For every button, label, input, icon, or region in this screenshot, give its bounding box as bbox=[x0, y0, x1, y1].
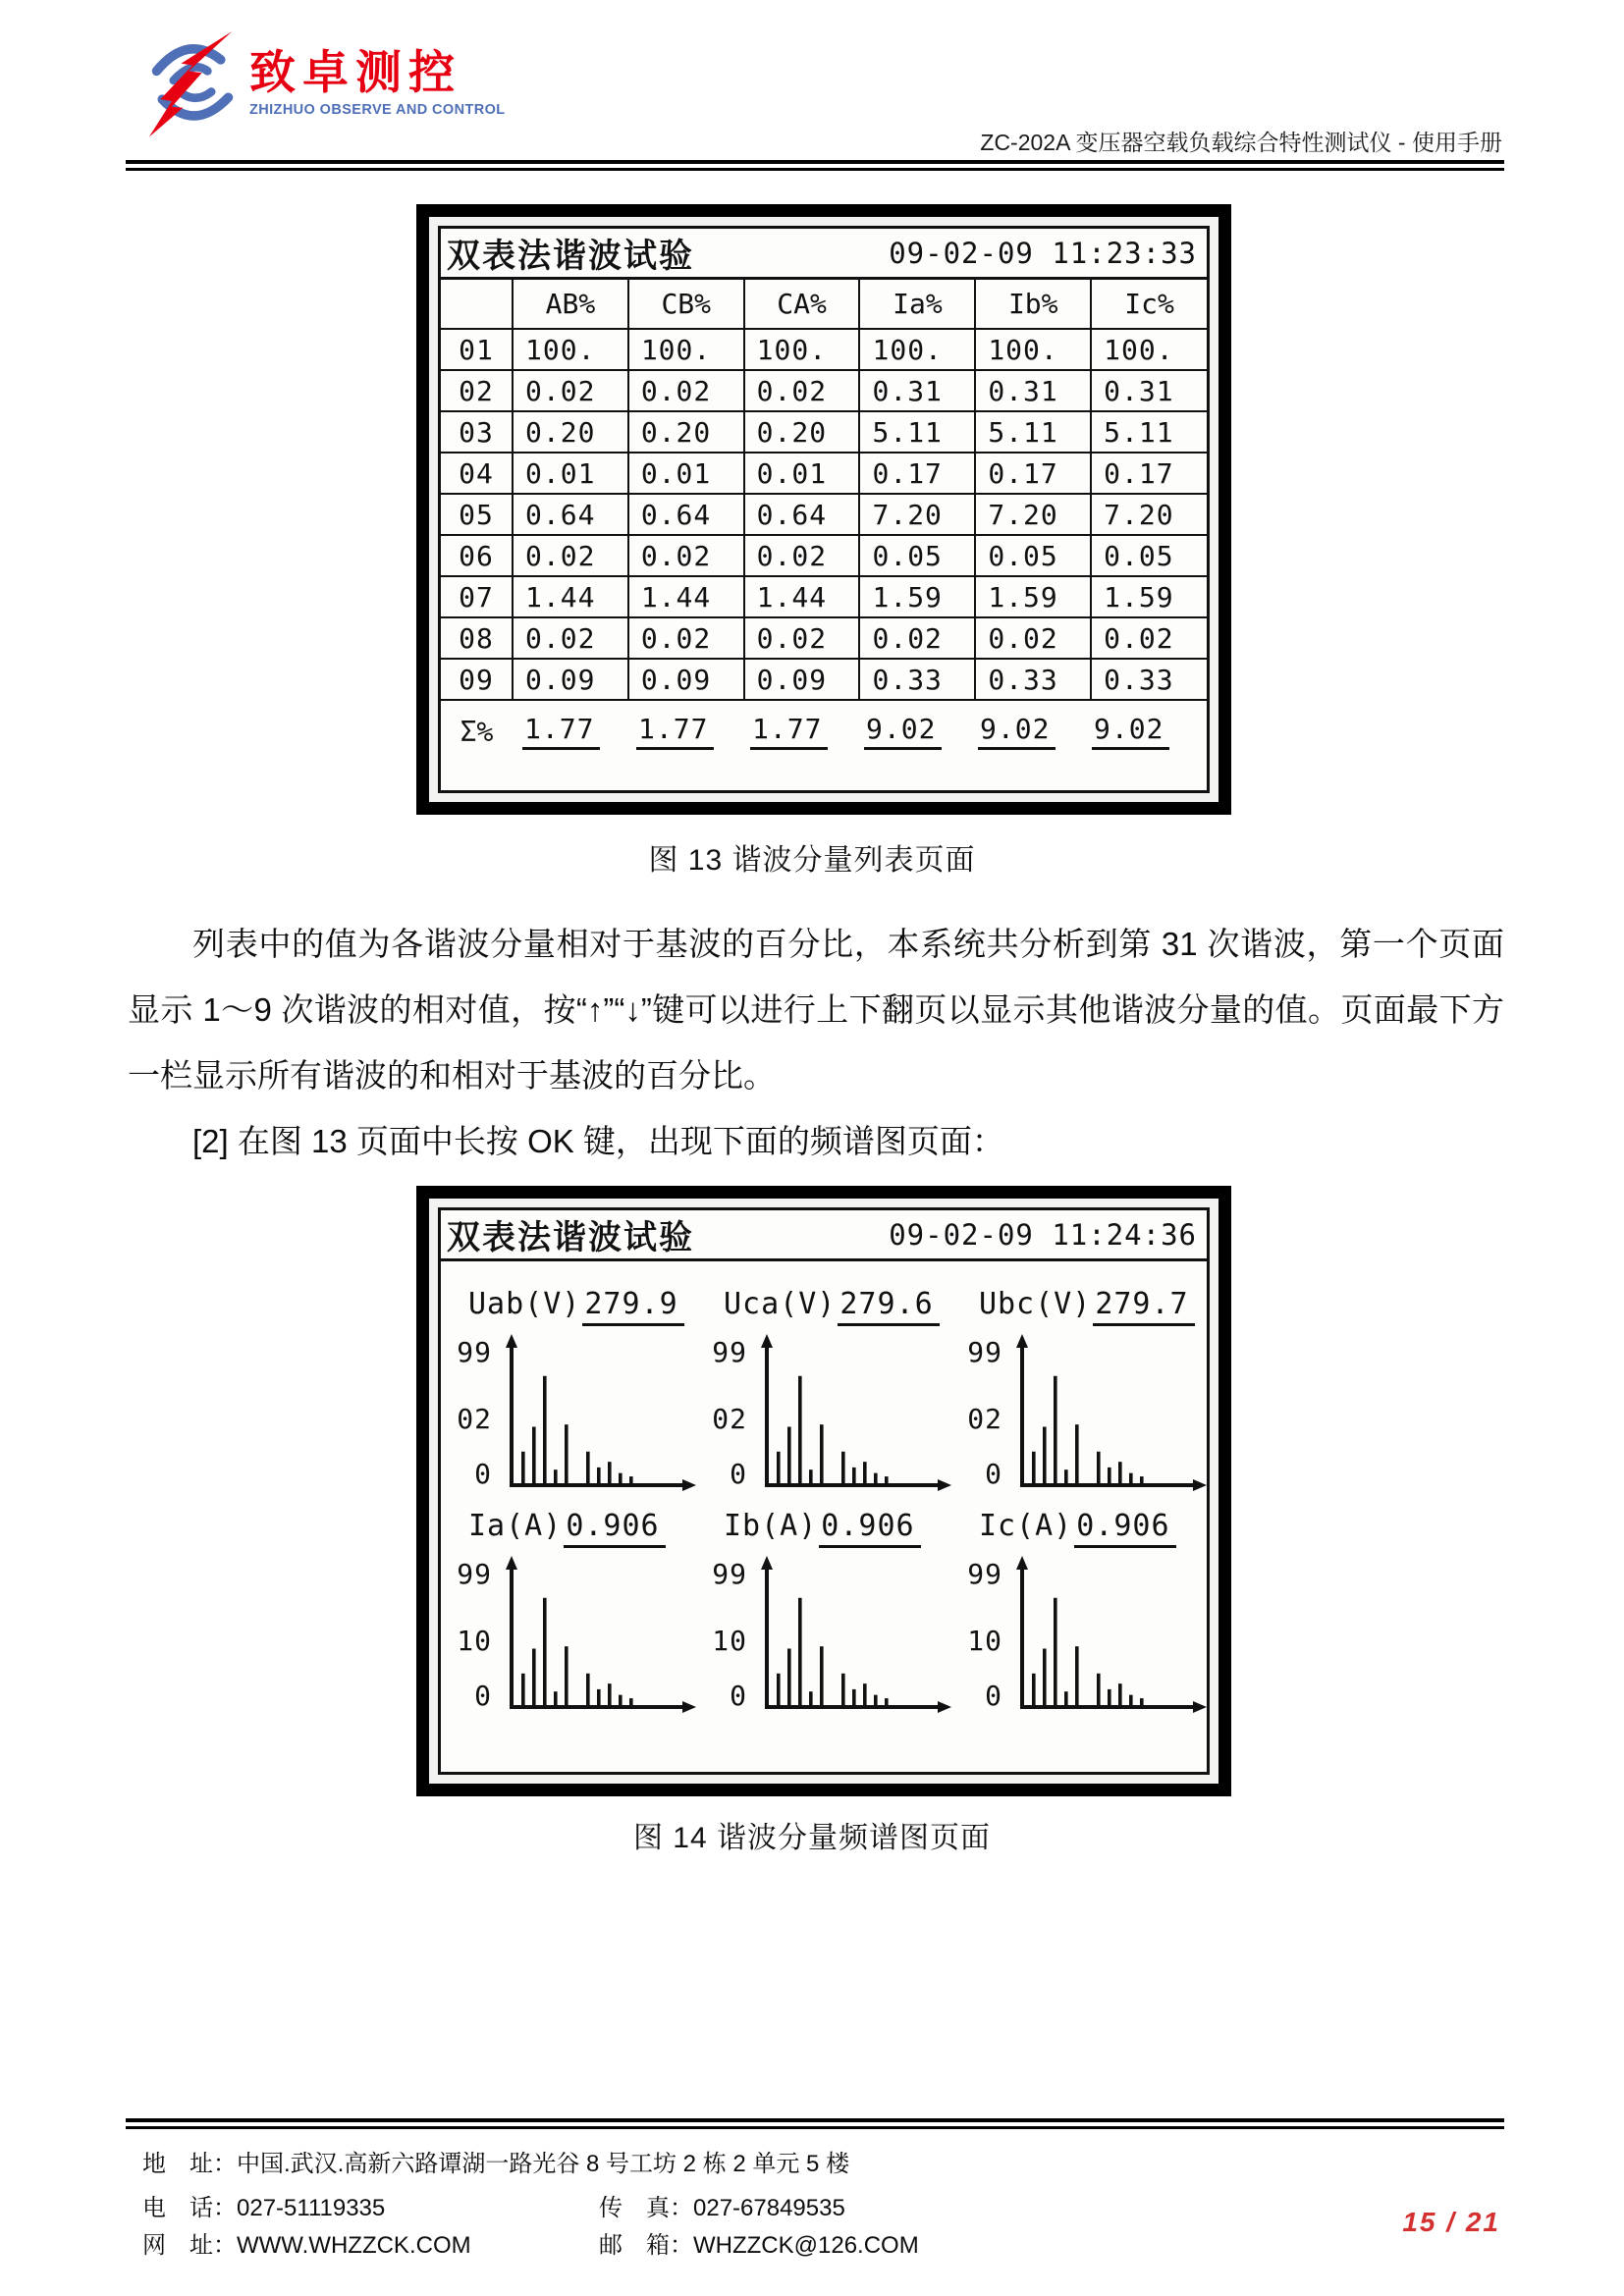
logo-text: 致卓测控 bbox=[249, 46, 461, 98]
harmonic-value: 0.64 bbox=[744, 494, 860, 535]
readout-label: Uab(V) bbox=[468, 1287, 581, 1321]
fig13-screen-title: 双表法谐波试验 bbox=[447, 238, 694, 275]
ib-spectrum-chart bbox=[696, 1556, 951, 1721]
axis-tick-label: 02 bbox=[712, 1403, 747, 1435]
table-row bbox=[441, 535, 1207, 576]
harmonic-value: 7.20 bbox=[859, 494, 975, 535]
harmonic-value: 0.02 bbox=[1091, 617, 1207, 659]
row-index: 09 bbox=[441, 659, 513, 700]
readout-value: 279.7 bbox=[1093, 1287, 1194, 1326]
harmonic-value: 0.02 bbox=[513, 535, 628, 576]
sum-cell bbox=[968, 713, 1082, 750]
harmonic-value: 1.59 bbox=[975, 576, 1091, 617]
harmonic-value: 0.02 bbox=[744, 370, 860, 411]
spectrum-axes bbox=[1012, 1334, 1209, 1495]
harmonic-value: 7.20 bbox=[1091, 494, 1207, 535]
harmonic-value: 100. bbox=[513, 329, 628, 370]
harmonic-value: 0.31 bbox=[859, 370, 975, 411]
harmonic-value: 100. bbox=[859, 329, 975, 370]
harmonic-value: 0.02 bbox=[744, 617, 860, 659]
readout-label: Ia(A) bbox=[468, 1509, 563, 1543]
readout-label: Uca(V) bbox=[723, 1287, 837, 1321]
harmonics-table bbox=[441, 280, 1207, 701]
footer-rule bbox=[126, 2118, 1504, 2129]
row-index: 05 bbox=[441, 494, 513, 535]
voltage-readout-row bbox=[441, 1287, 1207, 1326]
harmonics-sum-row bbox=[441, 701, 1207, 762]
current-readout bbox=[696, 1509, 951, 1548]
harmonic-value: 0.02 bbox=[628, 535, 744, 576]
sum-value: 9.02 bbox=[864, 713, 942, 750]
harmonic-value: 0.33 bbox=[859, 659, 975, 700]
figure14-caption: 图 14 谐波分量频谱图页面 bbox=[632, 1822, 992, 1854]
harmonic-value: 0.64 bbox=[513, 494, 628, 535]
harmonic-value: 1.44 bbox=[744, 576, 860, 617]
harmonic-value: 1.59 bbox=[1091, 576, 1207, 617]
row-index: 04 bbox=[441, 453, 513, 494]
harmonic-value: 5.11 bbox=[859, 411, 975, 453]
uca-spectrum-chart bbox=[696, 1334, 951, 1499]
harmonic-value: 0.09 bbox=[744, 659, 860, 700]
spectrum-axes bbox=[502, 1556, 698, 1717]
sum-cell bbox=[513, 713, 626, 750]
sum-cell bbox=[1082, 713, 1196, 750]
footer-phone-row bbox=[142, 2188, 845, 2222]
harmonic-value: 100. bbox=[1091, 329, 1207, 370]
document-title: ZC-202A 变压器空载负载综合特性测试仪 - 使用手册 bbox=[980, 130, 1502, 155]
current-readout-row bbox=[441, 1509, 1207, 1548]
harmonic-value: 0.02 bbox=[513, 617, 628, 659]
column-header: AB% bbox=[513, 280, 628, 329]
harmonic-value: 1.59 bbox=[859, 576, 975, 617]
footer-web-row bbox=[142, 2225, 919, 2260]
harmonics-table-header bbox=[441, 280, 1207, 329]
table-row bbox=[441, 659, 1207, 700]
row-index: 02 bbox=[441, 370, 513, 411]
axis-tick-label: 0 bbox=[985, 1458, 1002, 1490]
column-header: CA% bbox=[744, 280, 860, 329]
voltage-readout bbox=[951, 1287, 1207, 1326]
sum-cell bbox=[854, 713, 968, 750]
harmonic-value: 0.02 bbox=[975, 617, 1091, 659]
axis-tick-label: 99 bbox=[457, 1558, 492, 1590]
harmonic-value: 100. bbox=[975, 329, 1091, 370]
harmonic-value: 0.05 bbox=[1091, 535, 1207, 576]
footer-address-row bbox=[142, 2144, 849, 2178]
column-header: Ia% bbox=[859, 280, 975, 329]
fig13-titlebar bbox=[441, 229, 1207, 280]
spectrum-axes bbox=[757, 1556, 953, 1717]
column-header: Ic% bbox=[1091, 280, 1207, 329]
axis-tick-label: 0 bbox=[474, 1458, 492, 1490]
logo-subtext: ZHIZHUO OBSERVE AND CONTROL bbox=[249, 101, 506, 118]
axis-tick-label: 0 bbox=[474, 1680, 492, 1712]
harmonic-value: 0.01 bbox=[513, 453, 628, 494]
current-spectrum-row bbox=[441, 1556, 1207, 1721]
harmonic-value: 0.17 bbox=[859, 453, 975, 494]
harmonic-value: 0.20 bbox=[513, 411, 628, 453]
table-header-row bbox=[441, 280, 1207, 329]
voltage-spectrum-row bbox=[441, 1334, 1207, 1499]
sum-value: 9.02 bbox=[1092, 713, 1169, 750]
harmonic-value: 5.11 bbox=[975, 411, 1091, 453]
harmonic-value: 0.05 bbox=[975, 535, 1091, 576]
harmonic-value: 0.09 bbox=[513, 659, 628, 700]
axis-tick-label: 10 bbox=[967, 1625, 1002, 1657]
axis-tick-label: 99 bbox=[712, 1336, 747, 1368]
row-index: 06 bbox=[441, 535, 513, 576]
harmonic-value: 0.09 bbox=[628, 659, 744, 700]
spectrum-axes bbox=[502, 1334, 698, 1495]
ic-spectrum-chart bbox=[951, 1556, 1207, 1721]
company-logo bbox=[145, 22, 506, 137]
harmonic-value: 0.01 bbox=[744, 453, 860, 494]
column-header: CB% bbox=[628, 280, 744, 329]
harmonic-value: 1.44 bbox=[628, 576, 744, 617]
readout-value: 0.906 bbox=[1074, 1509, 1175, 1548]
table-row bbox=[441, 494, 1207, 535]
harmonic-value: 0.05 bbox=[859, 535, 975, 576]
axis-tick-label: 99 bbox=[967, 1558, 1002, 1590]
readout-value: 279.6 bbox=[838, 1287, 939, 1326]
ubc-spectrum-chart bbox=[951, 1334, 1207, 1499]
harmonic-value: 0.33 bbox=[1091, 659, 1207, 700]
axis-tick-label: 02 bbox=[457, 1403, 492, 1435]
table-row bbox=[441, 576, 1207, 617]
axis-tick-label: 0 bbox=[985, 1680, 1002, 1712]
axis-tick-label: 10 bbox=[457, 1625, 492, 1657]
sum-value: 1.77 bbox=[636, 713, 714, 750]
column-header: Ib% bbox=[975, 280, 1091, 329]
table-row bbox=[441, 453, 1207, 494]
figure13-caption: 图 13 谐波分量列表页面 bbox=[648, 844, 976, 877]
harmonic-value: 100. bbox=[628, 329, 744, 370]
harmonic-value: 0.17 bbox=[1091, 453, 1207, 494]
harmonic-value: 0.02 bbox=[744, 535, 860, 576]
axis-tick-label: 99 bbox=[712, 1558, 747, 1590]
axis-tick-label: 99 bbox=[457, 1336, 492, 1368]
column-header bbox=[441, 280, 513, 329]
readout-value: 0.906 bbox=[819, 1509, 920, 1548]
row-index: 07 bbox=[441, 576, 513, 617]
row-index: 08 bbox=[441, 617, 513, 659]
harmonic-value: 0.01 bbox=[628, 453, 744, 494]
readout-label: Ic(A) bbox=[978, 1509, 1073, 1543]
harmonic-value: 0.20 bbox=[628, 411, 744, 453]
voltage-readout bbox=[441, 1287, 696, 1326]
page-number: 15 / 21 bbox=[1402, 2207, 1500, 2237]
ia-spectrum-chart bbox=[441, 1556, 696, 1721]
fig14-screen-title: 双表法谐波试验 bbox=[447, 1219, 694, 1256]
table-row bbox=[441, 329, 1207, 370]
spectrum-axes bbox=[757, 1334, 953, 1495]
readout-label: Ib(A) bbox=[723, 1509, 818, 1543]
sum-cell bbox=[740, 713, 854, 750]
table-row bbox=[441, 411, 1207, 453]
axis-tick-label: 0 bbox=[730, 1680, 747, 1712]
table-row bbox=[441, 617, 1207, 659]
lcd-screenshot-fig14 bbox=[416, 1186, 1231, 1796]
axis-tick-label: 02 bbox=[967, 1403, 1002, 1435]
axis-tick-label: 0 bbox=[730, 1458, 747, 1490]
footer-address: 地 址：中国.武汉.高新六路谭湖一路光谷 8 号工坊 2 栋 2 单元 5 楼 bbox=[142, 2151, 850, 2177]
current-readout bbox=[951, 1509, 1207, 1548]
sum-value: 1.77 bbox=[522, 713, 600, 750]
footer-email: 邮 箱：WHZZCK@126.COM bbox=[599, 2232, 919, 2259]
harmonic-value: 0.02 bbox=[859, 617, 975, 659]
footer-fax: 传 真：027-67849535 bbox=[599, 2195, 845, 2221]
footer-phone: 电 话：027-51119335 bbox=[142, 2195, 386, 2221]
harmonic-value: 5.11 bbox=[1091, 411, 1207, 453]
header-rule bbox=[126, 160, 1504, 171]
axis-tick-label: 10 bbox=[712, 1625, 747, 1657]
harmonic-value: 100. bbox=[744, 329, 860, 370]
harmonic-value: 0.02 bbox=[628, 617, 744, 659]
fig14-titlebar bbox=[441, 1210, 1207, 1261]
harmonic-value: 0.33 bbox=[975, 659, 1091, 700]
readout-value: 0.906 bbox=[564, 1509, 665, 1548]
harmonic-value: 7.20 bbox=[975, 494, 1091, 535]
uab-spectrum-chart bbox=[441, 1334, 696, 1499]
row-index: 03 bbox=[441, 411, 513, 453]
harmonic-value: 0.02 bbox=[513, 370, 628, 411]
fig14-datetime: 09-02-09 11:24:36 bbox=[889, 1217, 1197, 1252]
paragraph-1: 列表中的值为各谐波分量相对于基波的百分比，本系统共分析到第 31 次谐波，第一个页面显示 1～9 次谐波的相对值，按“↑”“↓”键可以进行上下翻页以显示其他谐波分量的值。页面最下方一栏显示所有谐波的和相对于基波的百分比。 bbox=[128, 926, 1504, 1094]
logo-bolt-icon bbox=[145, 22, 240, 137]
readout-label: Ubc(V) bbox=[978, 1287, 1092, 1321]
harmonic-value: 1.44 bbox=[513, 576, 628, 617]
axis-tick-label: 99 bbox=[967, 1336, 1002, 1368]
harmonic-value: 0.20 bbox=[744, 411, 860, 453]
voltage-readout bbox=[696, 1287, 951, 1326]
harmonic-value: 0.64 bbox=[628, 494, 744, 535]
row-index: 01 bbox=[441, 329, 513, 370]
spectrum-axes bbox=[1012, 1556, 1209, 1717]
fig13-datetime: 09-02-09 11:23:33 bbox=[889, 236, 1197, 270]
harmonic-value: 0.17 bbox=[975, 453, 1091, 494]
readout-value: 279.9 bbox=[582, 1287, 683, 1326]
harmonic-value: 0.02 bbox=[628, 370, 744, 411]
harmonic-value: 0.31 bbox=[1091, 370, 1207, 411]
sum-value: 9.02 bbox=[978, 713, 1056, 750]
body-text bbox=[128, 911, 1504, 1174]
paragraph-2: [2] 在图 13 页面中长按 OK 键，出现下面的频谱图页面： bbox=[192, 1123, 1004, 1159]
sum-cell bbox=[626, 713, 740, 750]
table-row bbox=[441, 370, 1207, 411]
current-readout bbox=[441, 1509, 696, 1548]
lcd-screenshot-fig13 bbox=[416, 204, 1231, 815]
footer-website: 网 址：WWW.WHZZCK.COM bbox=[142, 2232, 471, 2259]
sum-value: 1.77 bbox=[750, 713, 828, 750]
harmonic-value: 0.31 bbox=[975, 370, 1091, 411]
sum-label: Σ% bbox=[460, 715, 494, 748]
